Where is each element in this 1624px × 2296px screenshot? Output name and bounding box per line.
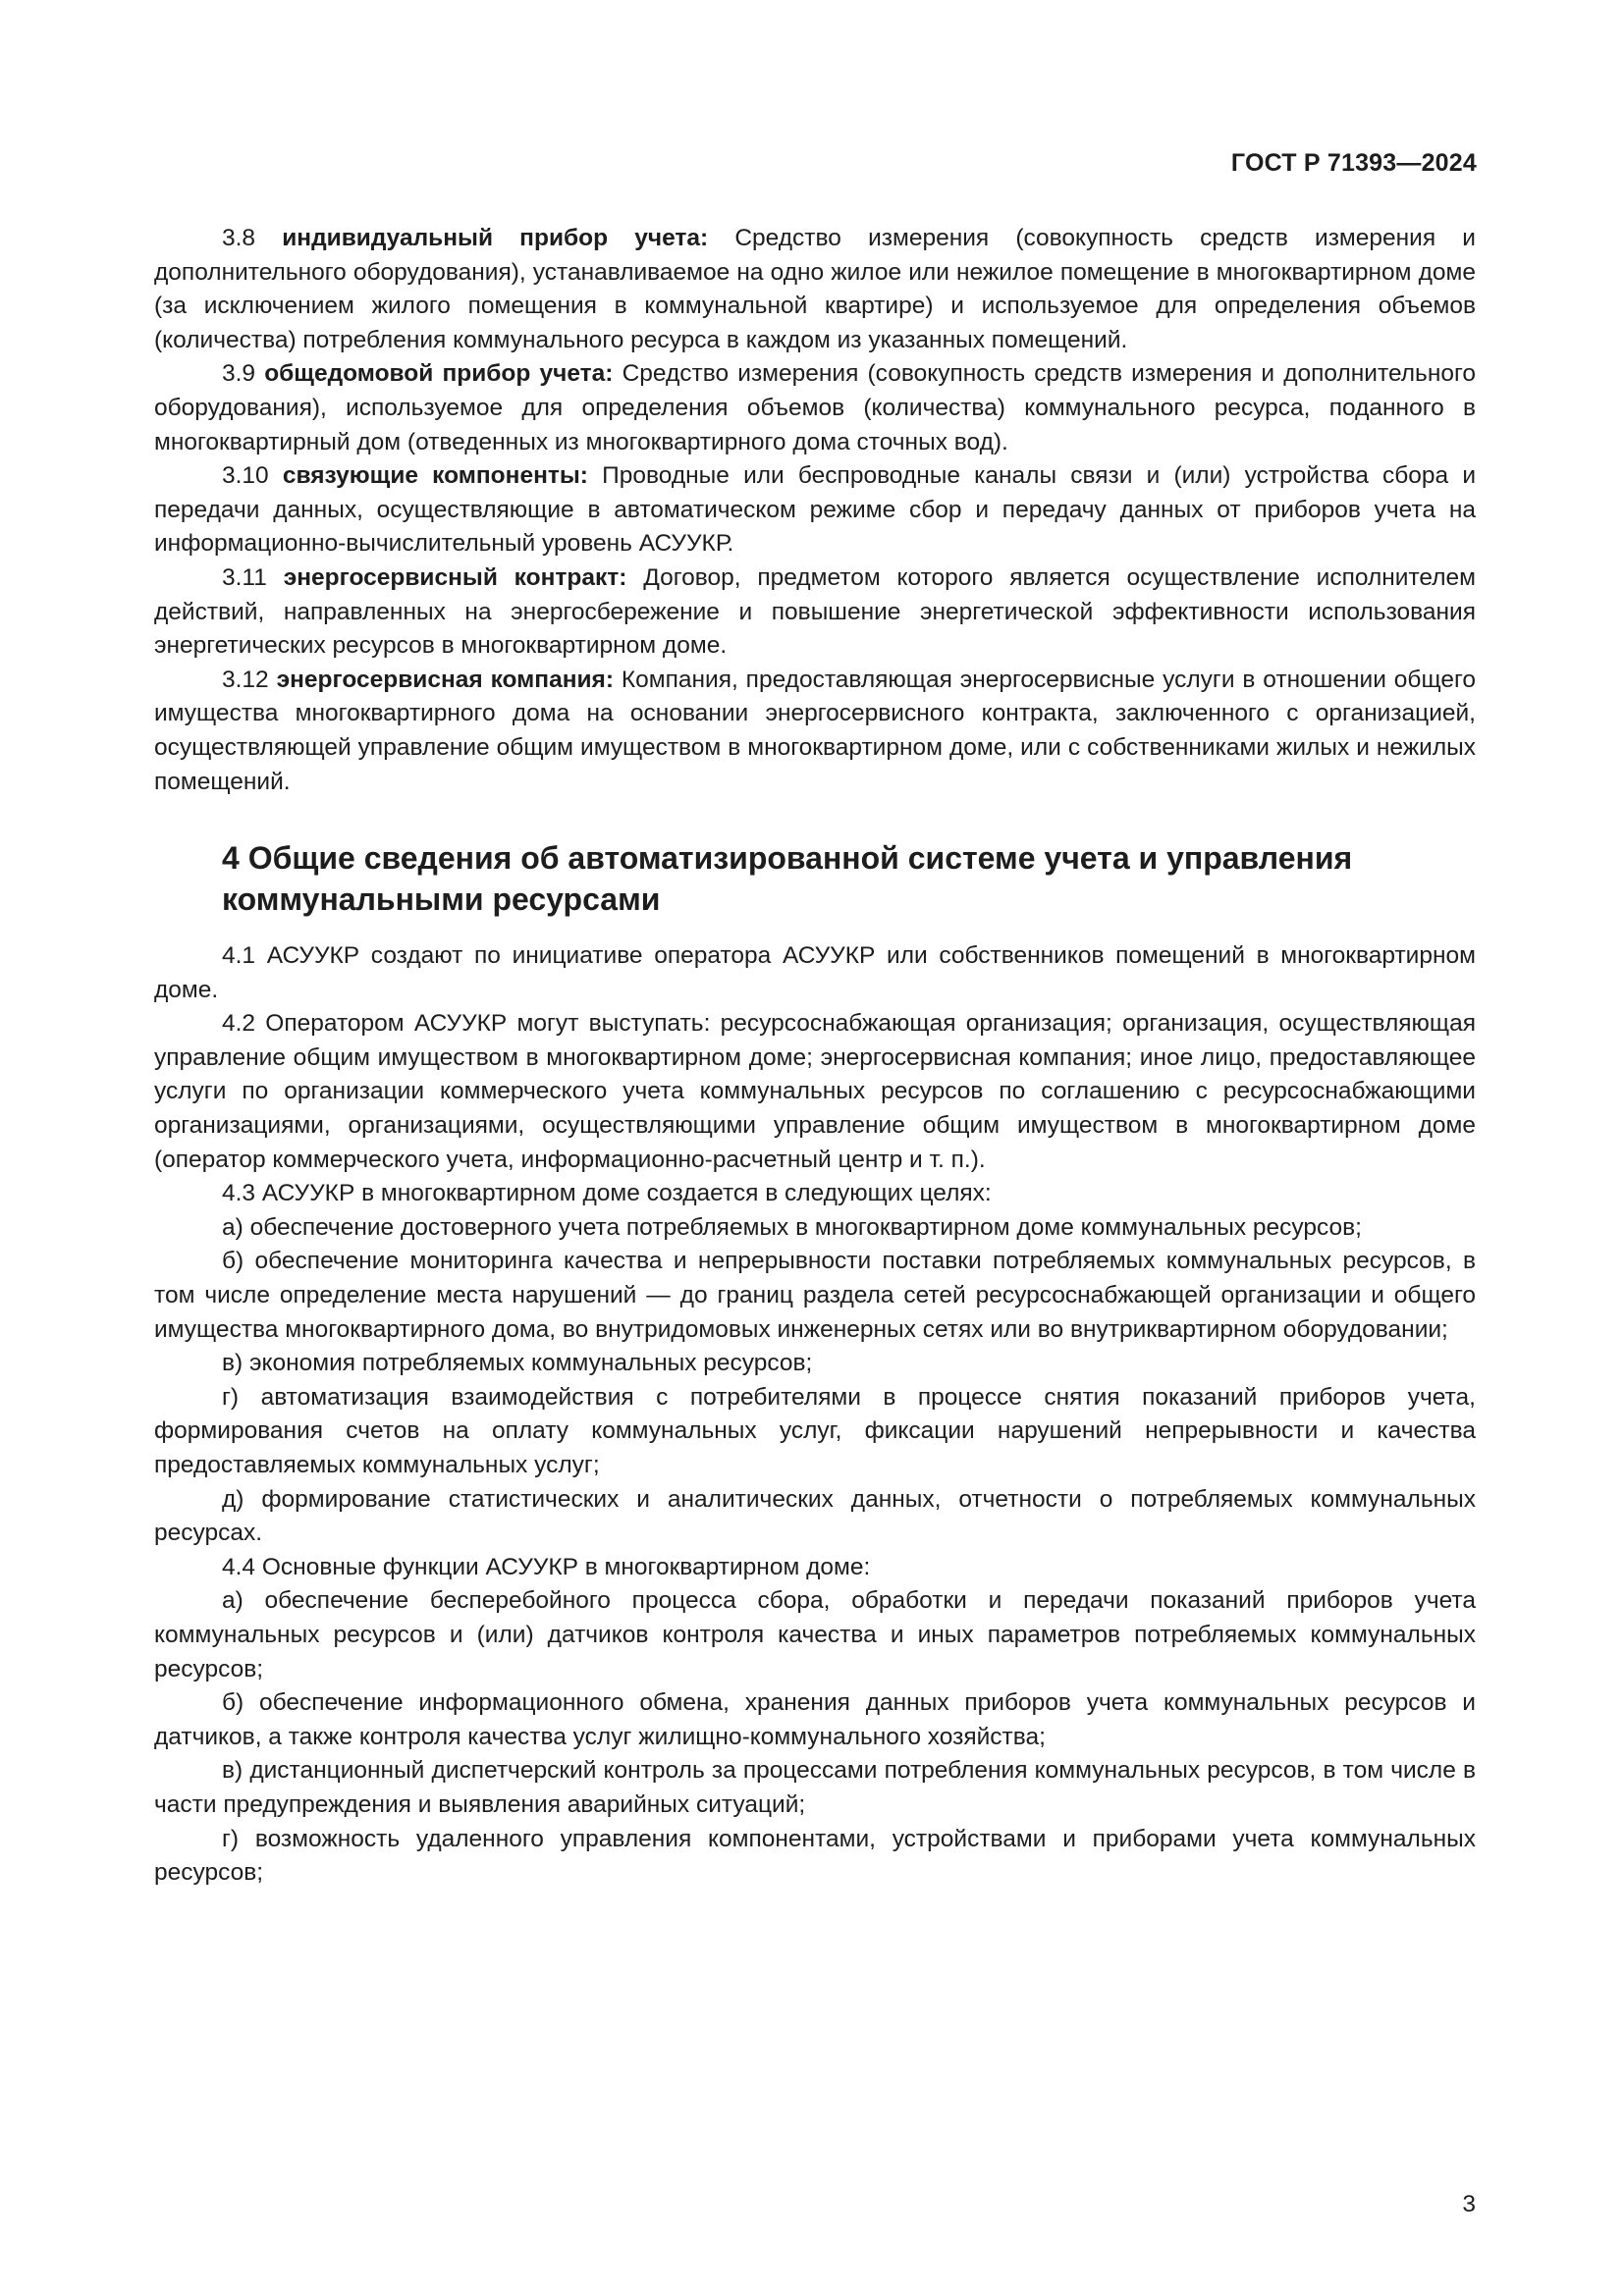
definition-3-9 (154, 357, 1476, 459)
paragraph-4-3: 4.3 АСУУКР в многоквартирном доме создается в следующих целях: (222, 1180, 992, 1207)
definition-term: общедомовой прибор учета: (264, 360, 614, 388)
list-item-4-4-g: г) возможность удаленного управления компонентами, устройствами и приборами учета коммунальных ресурсов; (154, 1825, 1476, 1887)
definition-term: связующие компоненты: (282, 462, 588, 490)
definition-3-12 (154, 664, 1476, 799)
definition-3-10 (154, 459, 1476, 561)
paragraph-4-4: 4.4 Основные функции АСУУКР в многоквартирном доме: (222, 1553, 871, 1580)
definition-3-11 (154, 561, 1476, 664)
definition-text: Договор, предметом которого является осуществление исполнителем действий, направленных на энергосбережение и повышение энергетической эффективности использования энергетических ресурсов в многоквартирном доме. (154, 563, 1476, 660)
document-header: ГОСТ Р 71393—2024 (1230, 149, 1477, 177)
definition-number: 3.9 (222, 360, 256, 388)
list-item-4-4-b: б) обеспечение информационного обмена, хранения данных приборов учета коммунальных ресурсов и датчиков, а также контроля качества услуг жилищно-коммунального хозяйства; (154, 1689, 1476, 1750)
definition-number: 3.12 (222, 666, 269, 693)
list-item-4-3-a: а) обеспечение достоверного учета потребляемых в многоквартирном доме коммунальных ресурсов; (222, 1213, 1362, 1241)
definition-text: Средство измерения (совокупность средств измерения и дополнительного оборудования), устанавливаемое на одно жилое или нежилое помещение в многоквартирном доме (за исключением жилого помещения в коммунальной квартире) и используемое для определения объемов (количества) потребления коммунального ресурса в каждом из указанных помещений. (154, 225, 1476, 353)
page-content (154, 222, 1476, 1891)
definition-3-8 (154, 222, 1476, 357)
page-number: 3 (1462, 2191, 1476, 2217)
list-item-4-3-d: д) формирование статистических и аналитических данных, отчетности о потребляемых коммунальных ресурсах. (154, 1485, 1476, 1547)
list-item-4-4-a: а) обеспечение бесперебойного процесса сбора, обработки и передачи показаний приборов учета коммунальных ресурсов и (или) датчиков контроля качества и иных параметров потребляемых коммунальных ресурсов; (154, 1587, 1476, 1682)
section-4-title: 4 Общие сведения об автоматизированной системе учета и управления коммунальными ресурсами (222, 840, 1353, 918)
definition-number: 3.11 (222, 563, 267, 591)
list-item-4-3-v: в) экономия потребляемых коммунальных ресурсов; (222, 1350, 813, 1377)
list-item-4-3-g: г) автоматизация взаимодействия с потребителями в процессе снятия показаний приборов учета, формирования счетов на оплату коммунальных услуг, фиксации нарушений непрерывности и качества предоставляемых коммунальных услуг; (154, 1383, 1476, 1478)
paragraph-4-1: 4.1 АСУУКР создают по инициативе оператора АСУУКР или собственников помещений в многоквартирном доме. (154, 942, 1476, 1003)
definition-term: энергосервисная компания: (276, 666, 615, 693)
definition-number: 3.10 (222, 462, 269, 490)
definition-text: Компания, предоставляющая энергосервисные услуги в отношении общего имущества многоквартирного дома на основании энергосервисного контракта, заключенного с организацией, осуществляющей управление общим имуществом в многоквартирном доме, или с собственниками жилых и нежилых помещений. (154, 666, 1476, 795)
definition-text: Средство измерения (совокупность средств измерения и дополнительного оборудования), используемое для определения объемов (количества) коммунального ресурса, поданного в многоквартирный дом (отведенных из многоквартирного дома сточных вод). (154, 360, 1476, 455)
definition-term: энергосервисный контракт: (283, 563, 627, 591)
paragraph-4-2: 4.2 Оператором АСУУКР могут выступать: ресурсоснабжающая организация; организация, осуществляющая управление общим имуществом в многоквартирном доме; энергосервисная компания; иное лицо, предоставляющее услуги по организации коммерческого учета коммунальных ресурсов по соглашению с ресурсоснабжающими организациями, организациями, осуществляющими управление общим имуществом в многоквартирном доме (оператор коммерческого учета, информационно-расчетный центр и т. п.). (154, 1010, 1476, 1173)
list-item-4-3-b: б) обеспечение мониторинга качества и непрерывности поставки потребляемых коммунальных ресурсов, в том числе определение места нарушений — до границ раздела сетей ресурсоснабжающей организации и общего имущества многоквартирного дома, во внутридомовых инженерных сетях или во внутриквартирном оборудовании; (154, 1248, 1476, 1343)
definition-number: 3.8 (222, 225, 256, 251)
definition-term: индивидуальный прибор учета: (282, 225, 709, 251)
list-item-4-4-v: в) дистанционный диспетчерский контроль за процессами потребления коммунальных ресурсов, в том числе в части предупреждения и выявления аварийных ситуаций; (154, 1757, 1476, 1818)
definition-text: Проводные или беспроводные каналы связи и (или) устройства сбора и передачи данных, осуществляющие в автоматическом режиме сбор и передачу данных от приборов учета на информационно-вычислительный уровень АСУУКР. (154, 462, 1477, 558)
